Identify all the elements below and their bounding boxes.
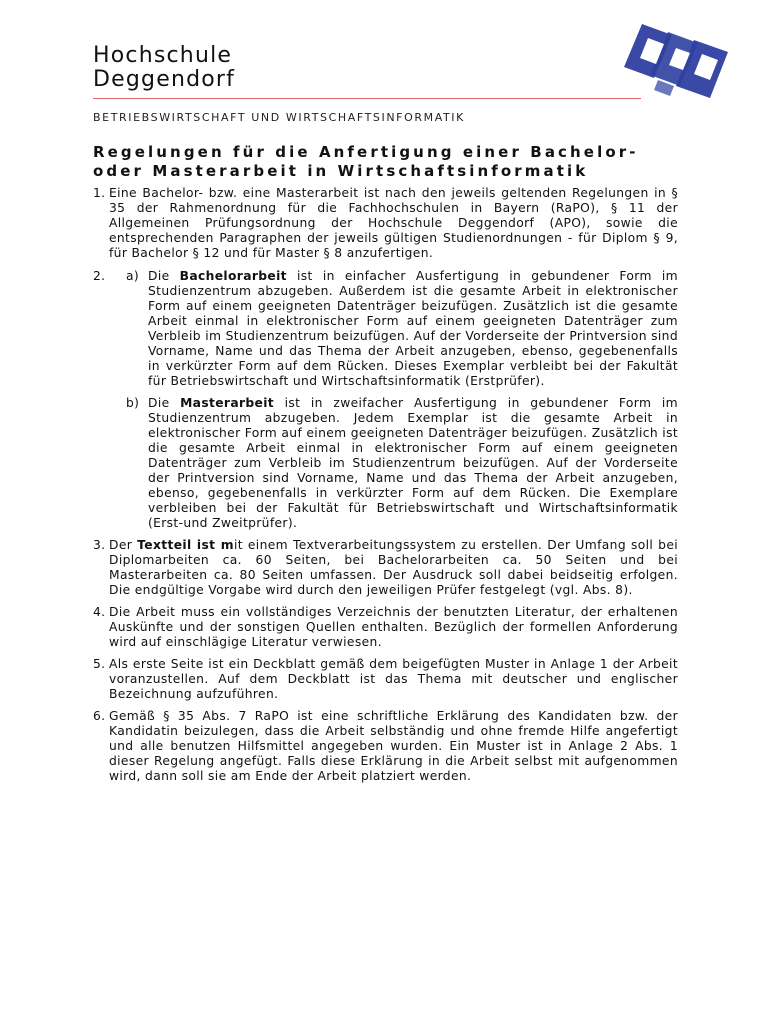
- list-number: 4.: [93, 605, 106, 619]
- header-rule: [93, 98, 641, 99]
- list-text: Der Textteil ist mit einem Textverarbeitungssystem zu erstellen. Der Umfang soll bei Diplomarbeiten ca. 60 Seiten, bei Bachelorarbeiten ca. 50 Seiten und bei Masterarbeiten ca. 80 Seiten umfassen. Der Ausdruck soll dabei beidseitig erfolgen. Die endgültige Vorgabe wird durch den jeweiligen Prüfer festgelegt (vgl. Abs. 8).: [109, 538, 679, 597]
- list-text: Als erste Seite ist ein Deckblatt gemäß dem beigefügten Muster in Anlage 1 der Arbeit voranzustellen. Auf dem Deckblatt ist das Thema mit deutscher und englischer Bezeichnung aufzuführen.: [109, 657, 678, 701]
- title-line1: Regelungen für die Anfertigung einer Bachelor-: [93, 143, 639, 161]
- list-text: Eine Bachelor- bzw. eine Masterarbeit ist nach den jeweils geltenden Regelungen in § 35 der Rahmenordnung für die Fachhochschulen in Bayern (RaPO), § 11 der Allgemeinen Prüfungsordnung der Hochschule Deggendorf (APO), sowie die entsprechenden Paragraphen der jeweils gültigen Studienordnungen - für Diplom § 9, für Bachelor § 12 und für Master § 8 anzufertigen.: [109, 186, 678, 260]
- list-number: 6.: [93, 709, 106, 723]
- sub-list-item: [109, 269, 678, 389]
- institution-name-line2: Deggendorf: [93, 67, 236, 92]
- bold-term: Textteil ist m: [137, 538, 234, 552]
- list-number: 1.: [93, 186, 106, 200]
- sub-list-text: Die Masterarbeit ist in zweifacher Ausfertigung in gebundener Form im Studienzentrum abzugeben. Jedem Exemplar ist die gesamte Arbeit in elektronischer Form auf einem geeigneten Datenträger beizufügen. Zusätzlich ist die gesamte Arbeit einmal in elektronischer Form auf einem geeigneten Datenträger zum Verbleib im Studienzentrum beizufügen. Auf der Vorderseite der Printversion sind Vorname, Name und das Thema der Arbeit anzugeben, ebenso, gegebenenfalls in verkürzter Form auf dem Rücken. Die Exemplare verbleiben bei der Fakultät für Betriebswirtschaft und Wirtschaftsinformatik (Erst-und Zweitprüfer).: [148, 396, 678, 530]
- document-body: [93, 186, 678, 791]
- list-text: Die Arbeit muss ein vollständiges Verzeichnis der benutzten Literatur, der erhaltenen Auskünfte und der sonstigen Quellen enthalten. Bezüglich der formellen Anforderung wird auf einschlägige Literatur verwiesen.: [109, 605, 678, 649]
- sub-list-label: a): [126, 269, 140, 283]
- bold-term: Masterarbeit: [180, 396, 275, 410]
- bold-term: Bachelorarbeit: [179, 269, 287, 283]
- list-text: Gemäß § 35 Abs. 7 RaPO ist eine schriftliche Erklärung des Kandidaten bzw. der Kandidatin beizulegen, dass die Arbeit selbständig und ohne fremde Hilfe angefertigt und alle benutzen Hilfsmittel angegeben wurden. Ein Muster ist in Anlage 2 Abs. 1 dieser Regelung angefügt. Falls diese Erklärung in die Arbeit selbst mit aufgenommen wird, dann soll sie am Ende der Arbeit platziert werden.: [109, 709, 678, 783]
- list-number: 5.: [93, 657, 106, 671]
- document-title: [93, 143, 683, 181]
- title-line2: oder Masterarbeit in Wirtschaftsinformatik: [93, 162, 589, 180]
- institution-name-line1: Hochschule: [93, 43, 233, 68]
- hochschule-logo-icon: [618, 22, 736, 108]
- list-item: [93, 269, 678, 531]
- list-item: [93, 538, 678, 598]
- list-item: [93, 186, 678, 261]
- sub-list-label: b): [126, 396, 140, 410]
- list-item: [93, 709, 678, 784]
- sub-list-text: Die Bachelorarbeit ist in einfacher Ausfertigung in gebundener Form im Studienzentrum abzugeben. Außerdem ist die gesamte Arbeit in elektronischer Form auf einem geeigneten Datenträger beizufügen. Zusätzlich ist die gesamte Arbeit einmal in elektronischer Form auf einem geeigneten Datenträger zum Verbleib im Studienzentrum beizufügen. Auf der Vorderseite der Printversion sind Vorname, Name und das Thema der Arbeit anzugeben, ebenso, gegebenenfalls in verkürzter Form auf dem Rücken. Dieses Exemplar verbleibt bei der Fakultät für Betriebswirtschaft und Wirtschaftsinformatik (Erstprüfer).: [148, 269, 678, 388]
- list-item: [93, 657, 678, 702]
- list-item: [93, 605, 678, 650]
- sub-list-item: [109, 396, 678, 531]
- institution-name: [93, 44, 235, 92]
- department-name: BETRIEBSWIRTSCHAFT UND WIRTSCHAFTSINFORMATIK: [93, 111, 465, 124]
- list-number: 2.: [93, 269, 106, 283]
- list-number: 3.: [93, 538, 106, 552]
